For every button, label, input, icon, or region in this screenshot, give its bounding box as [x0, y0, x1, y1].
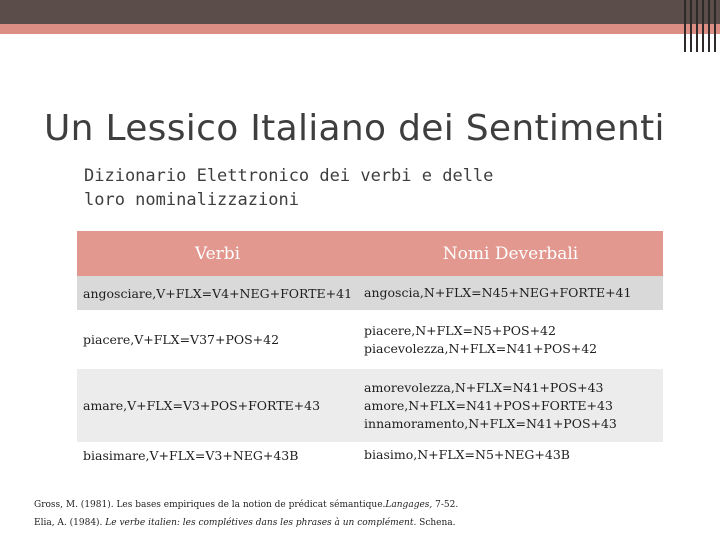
lexicon-table — [77, 231, 663, 468]
top-banner — [0, 0, 720, 24]
table-row — [77, 369, 663, 442]
page-subtitle: Dizionario Elettronico dei verbi e delle loro nominalizzazioni — [84, 166, 494, 210]
reference-journal: Langages, — [385, 500, 433, 510]
accent-stripe — [0, 24, 720, 34]
verb-cell: biasimare,V+FLX=V3+NEG+43B — [77, 442, 358, 468]
noun-entry: amorevolezza,N+FLX=N41+POS+43 — [364, 379, 604, 395]
verb-cell: angosciare,V+FLX=V4+NEG+FORTE+41 — [77, 276, 358, 310]
header-verbi: Verbi — [77, 231, 358, 276]
reference-text: Gross, M. (1981). Les bases empiriques de la notion de prédicat sémantique. — [34, 500, 386, 510]
noun-cell — [358, 276, 663, 310]
noun-cell — [358, 442, 663, 468]
verb-cell: piacere,V+FLX=V37+POS+42 — [77, 310, 358, 369]
reference-publisher: . Schena. — [413, 518, 456, 528]
noun-cell — [358, 310, 663, 369]
table-header-row — [77, 231, 663, 276]
verb-cell: amare,V+FLX=V3+POS+FORTE+43 — [77, 369, 358, 442]
page-title: Un Lessico Italiano dei Sentimenti — [44, 108, 665, 149]
header-nomi-deverbali: Nomi Deverbali — [358, 231, 663, 276]
noun-entry: piacere,N+FLX=N5+POS+42 — [364, 322, 556, 338]
reference-book-title: Le verbe italien: les complétives dans les phrases à un complément — [105, 518, 414, 528]
reference-pages: 7-52. — [432, 500, 459, 510]
noun-entry: angoscia,N+FLX=N45+NEG+FORTE+41 — [364, 285, 632, 300]
noun-cell — [358, 369, 663, 442]
noun-entry: amore,N+FLX=N41+POS+FORTE+43 — [364, 397, 613, 413]
table-row — [77, 276, 663, 310]
noun-entry: biasimo,N+FLX=N5+NEG+43B — [364, 447, 570, 462]
corner-pattern — [684, 0, 720, 52]
noun-entry: innamoramento,N+FLX=N41+POS+43 — [364, 415, 617, 431]
reference-gross — [34, 496, 458, 514]
references — [34, 496, 458, 532]
table-row — [77, 442, 663, 468]
noun-entry: piacevolezza,N+FLX=N41+POS+42 — [364, 340, 598, 356]
reference-text: Elia, A. (1984). — [34, 518, 106, 528]
table-row — [77, 310, 663, 369]
reference-elia — [34, 514, 458, 532]
